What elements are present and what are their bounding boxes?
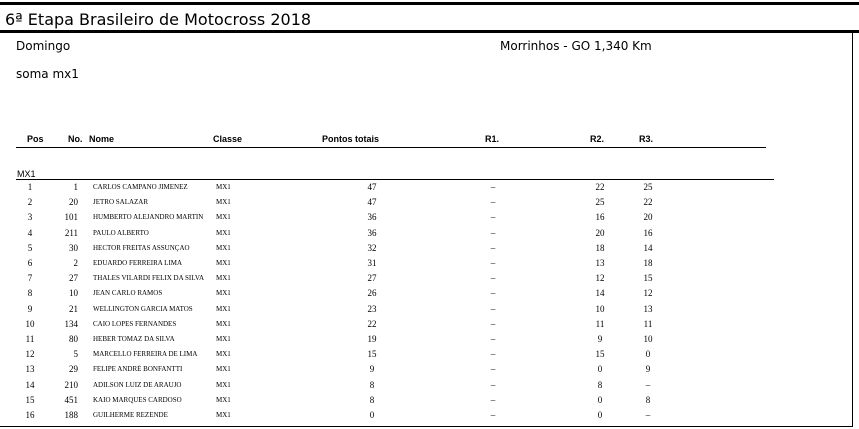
cell-name: HEBER TOMAZ DA SILVA (93, 335, 175, 343)
cell-points: 15 (367, 349, 377, 360)
cell-r2: 0 (597, 364, 603, 375)
cell-pos: 9 (27, 303, 33, 314)
cell-points: 9 (369, 364, 375, 375)
cell-r3: 11 (643, 318, 653, 329)
table-row (0, 334, 859, 349)
cell-r2: 0 (597, 394, 603, 405)
cell-name: KAIO MARQUES CARDOSO (93, 395, 182, 404)
cell-r2: 0 (597, 410, 603, 420)
cell-number: 188 (64, 410, 78, 420)
cell-r2: 12 (595, 273, 605, 284)
cell-pos: 10 (25, 318, 35, 329)
cell-r2: 8 (597, 379, 603, 390)
cell-pos: 2 (27, 197, 33, 208)
table-row (0, 349, 859, 364)
cell-points: 23 (367, 303, 377, 314)
cell-r1: – (490, 197, 496, 208)
table-row (0, 364, 859, 379)
table-row (0, 197, 859, 212)
cell-r3: 16 (643, 227, 653, 238)
header-points: Pontos totais (322, 134, 380, 144)
race-day: Domingo (16, 39, 71, 53)
cell-number: 27 (69, 273, 78, 284)
cell-name: EDUARDO FERREIRA LIMA (93, 259, 183, 267)
title-underline (0, 30, 859, 33)
cell-points: 26 (367, 288, 377, 299)
cell-points: 36 (367, 227, 377, 238)
cell-points: 19 (367, 334, 377, 344)
cell-class: MX1 (216, 198, 231, 207)
table-row (0, 243, 859, 258)
cell-r3: 22 (643, 197, 653, 208)
cell-pos: 3 (27, 212, 33, 223)
table-row (0, 258, 859, 273)
cell-r2: 14 (595, 288, 605, 299)
cell-r1: – (490, 212, 496, 223)
cell-name: JEAN CARLO RAMOS (93, 289, 163, 298)
cell-points: 22 (367, 318, 377, 329)
cell-r1: – (490, 318, 496, 329)
cell-r1: – (490, 349, 496, 360)
cell-pos: 7 (27, 273, 33, 284)
cell-r2: 25 (595, 197, 605, 208)
cell-name: PAULO ALBERTO (93, 228, 149, 237)
cell-number: 21 (69, 303, 78, 314)
cell-class: MX1 (216, 319, 231, 328)
cell-r3: – (645, 410, 651, 420)
cell-name: FELIPE ANDRÉ BONFANTTI (93, 365, 183, 374)
cell-r1: – (490, 334, 496, 344)
cell-class: MX1 (216, 228, 231, 237)
cell-pos: 4 (27, 227, 33, 238)
cell-number: 30 (69, 242, 78, 253)
cell-r3: 18 (643, 258, 653, 268)
cell-name: MARCELLO FERREIRA DE LIMA (93, 350, 198, 359)
cell-class: MX1 (216, 350, 231, 359)
cell-r2: 13 (595, 258, 605, 268)
cell-class: MX1 (216, 304, 231, 313)
table-row (0, 288, 859, 303)
cell-number: 10 (69, 288, 78, 299)
cell-points: 0 (369, 410, 375, 420)
cell-r3: 8 (645, 394, 651, 405)
cell-class: MX1 (216, 274, 231, 283)
cell-pos: 8 (27, 288, 33, 299)
cell-name: THALES VILARDI FELIX DA SILVA (93, 274, 204, 283)
cell-r1: – (490, 273, 496, 284)
table-row (0, 319, 859, 334)
cell-points: 47 (367, 197, 377, 208)
cell-r3: 25 (643, 182, 653, 192)
cell-number: 210 (64, 379, 78, 390)
cell-name: CAIO LOPES FERNANDES (93, 319, 177, 328)
cell-class: MX1 (216, 259, 231, 267)
header-divider (16, 147, 766, 148)
cell-r3: 15 (643, 273, 653, 284)
cell-name: ADILSON LUIZ DE ARAUJO (93, 380, 182, 389)
cell-class: MX1 (216, 213, 231, 222)
cell-pos: 11 (25, 334, 35, 344)
race-location: Morrinhos - GO 1,340 Km (500, 39, 652, 53)
title-bar (0, 5, 859, 31)
table-row (0, 228, 859, 243)
cell-r3: 9 (645, 364, 651, 375)
cell-r2: 11 (595, 318, 605, 329)
cell-class: MX1 (216, 243, 231, 252)
cell-r3: – (645, 379, 651, 390)
header-r1: R1. (485, 134, 500, 144)
cell-number: 20 (69, 197, 78, 208)
cell-r2: 10 (595, 303, 605, 314)
class-group-label: MX1 (17, 169, 36, 179)
cell-points: 47 (367, 182, 377, 192)
cell-r2: 22 (595, 182, 605, 192)
cell-r2: 18 (595, 242, 605, 253)
cell-points: 31 (367, 258, 377, 268)
cell-pos: 5 (27, 242, 33, 253)
cell-name: HUMBERTO ALEJANDRO MARTIN (93, 213, 204, 222)
cell-class: MX1 (216, 289, 231, 298)
cell-r1: – (490, 288, 496, 299)
cell-r1: – (490, 242, 496, 253)
table-row (0, 212, 859, 227)
cell-pos: 6 (27, 258, 33, 268)
cell-r1: – (490, 394, 496, 405)
cell-number: 2 (73, 258, 78, 268)
cell-number: 80 (69, 334, 78, 344)
cell-r2: 20 (595, 227, 605, 238)
header-r2: R2. (590, 134, 605, 144)
table-row (0, 395, 859, 410)
event-title: 6ª Etapa Brasileiro de Motocross 2018 (5, 10, 312, 29)
cell-class: MX1 (216, 395, 231, 404)
cell-r1: – (490, 364, 496, 375)
cell-name: JETRO SALAZAR (93, 198, 149, 207)
cell-points: 8 (369, 394, 375, 405)
page-border-bottom (0, 426, 853, 427)
header-r3: R3. (639, 134, 654, 144)
cell-class: MX1 (216, 183, 231, 191)
cell-class: MX1 (216, 411, 231, 419)
table-row (0, 304, 859, 319)
cell-class: MX1 (216, 380, 231, 389)
header-pos: Pos (27, 134, 44, 144)
cell-pos: 15 (25, 394, 35, 405)
cell-number: 29 (69, 364, 78, 375)
cell-r1: – (490, 303, 496, 314)
cell-points: 32 (367, 242, 377, 253)
cell-number: 1 (73, 182, 78, 192)
cell-points: 36 (367, 212, 377, 223)
cell-number: 451 (64, 394, 78, 405)
cell-r1: – (490, 258, 496, 268)
cell-r1: – (490, 182, 496, 192)
header-name: Nome (89, 134, 115, 144)
class-group-divider (16, 179, 774, 180)
cell-pos: 12 (25, 349, 35, 360)
cell-name: CARLOS CAMPANO JIMENEZ (93, 183, 188, 191)
cell-r1: – (490, 379, 496, 390)
table-row (0, 380, 859, 395)
cell-pos: 13 (25, 364, 35, 375)
header-no: No. (68, 134, 83, 144)
cell-pos: 1 (27, 182, 33, 192)
cell-class: MX1 (216, 335, 231, 343)
cell-pos: 14 (25, 379, 35, 390)
cell-number: 134 (64, 318, 78, 329)
table-row (0, 182, 859, 197)
cell-r3: 0 (645, 349, 651, 360)
cell-r2: 16 (595, 212, 605, 223)
cell-name: HECTOR FREITAS ASSUNÇAO (93, 243, 190, 252)
cell-r1: – (490, 410, 496, 420)
header-class: Classe (213, 134, 243, 144)
cell-r3: 14 (643, 242, 653, 253)
cell-r3: 12 (643, 288, 653, 299)
cell-class: MX1 (216, 365, 231, 374)
results-category: soma mx1 (16, 67, 79, 81)
cell-number: 5 (73, 349, 78, 360)
cell-r1: – (490, 227, 496, 238)
cell-points: 27 (367, 273, 377, 284)
cell-name: WELLINGTON GARCIA MATOS (93, 304, 193, 313)
table-row (0, 410, 859, 425)
cell-name: GUILHERME REZENDE (93, 411, 168, 419)
cell-number: 211 (64, 227, 78, 238)
cell-r3: 10 (643, 334, 653, 344)
cell-points: 8 (369, 379, 375, 390)
table-row (0, 273, 859, 288)
cell-r2: 15 (595, 349, 605, 360)
cell-r2: 9 (597, 334, 603, 344)
cell-r3: 13 (643, 303, 653, 314)
cell-pos: 16 (25, 410, 35, 420)
cell-number: 101 (64, 212, 78, 223)
cell-r3: 20 (643, 212, 653, 223)
